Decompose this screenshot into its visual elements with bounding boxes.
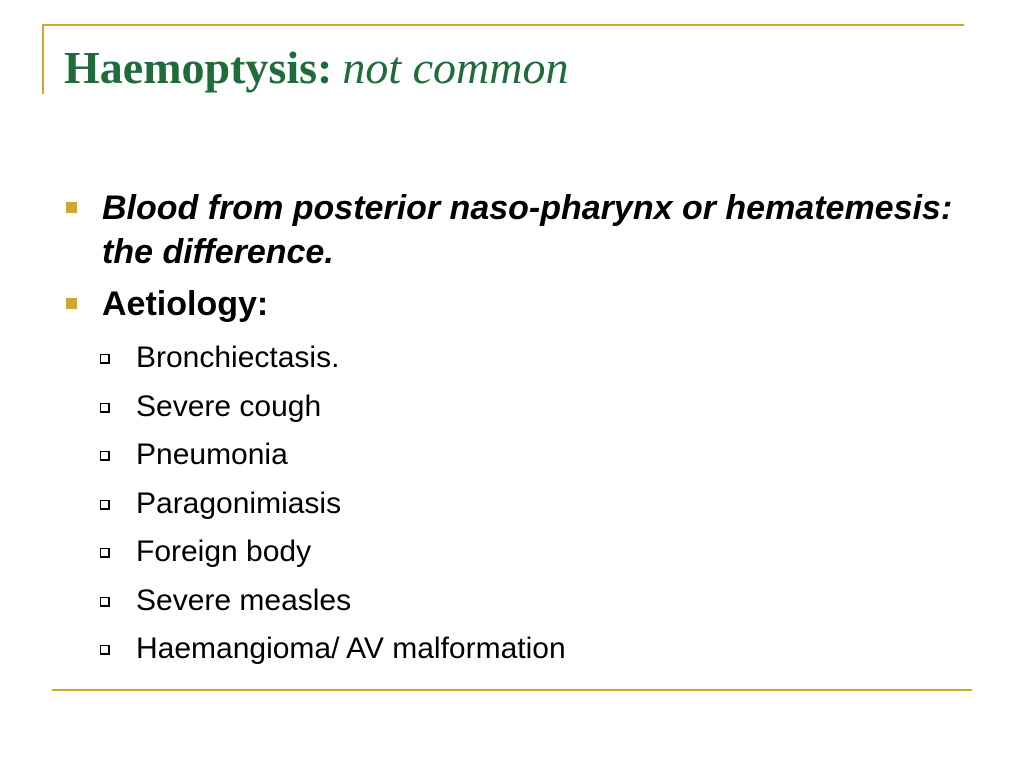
slide-title-main: Haemoptysis: [64,42,333,93]
sub-bullet-text: Bronchiectasis. [136,341,340,374]
sub-bullet-text: Haemangioma/ AV malformation [136,632,566,665]
sub-bullet-text: Severe cough [136,389,322,423]
bullet-item-aetiology [64,282,964,326]
bullet-list [64,186,964,326]
bullet-text: Blood from posterior naso-pharynx or hematemesis: the difference. [102,189,953,271]
box-bullet-icon [100,451,110,461]
sub-bullet-item [100,480,964,529]
sub-bullet-item [100,431,964,480]
bullet-text: Aetiology: [102,285,269,323]
sub-bullet-text: Pneumonia [136,438,288,471]
sub-bullet-text: Foreign body [136,535,312,568]
square-bullet-icon [66,298,77,309]
sub-bullet-text: Paragonimiasis [136,486,342,520]
slide-body [64,186,964,674]
box-bullet-icon [100,597,110,607]
sub-bullet-item [100,383,964,432]
bullet-item-blood-source [64,186,964,274]
slide-title-subtitle: not common [342,42,569,93]
sub-bullet-text: Severe measles [136,583,352,617]
slide-title [64,40,568,95]
box-bullet-icon [100,548,110,558]
sub-bullet-item [100,577,964,626]
sub-bullet-item [100,334,964,383]
box-bullet-icon [100,403,110,413]
box-bullet-icon [100,645,110,655]
frame-bottom-rule [52,689,972,691]
frame-top-rule [42,24,964,26]
aetiology-sublist [64,334,964,674]
frame-left-rule [42,24,44,94]
sub-bullet-item [100,528,964,577]
box-bullet-icon [100,354,110,364]
square-bullet-icon [66,202,77,213]
box-bullet-icon [100,500,110,510]
sub-bullet-item [100,625,964,674]
